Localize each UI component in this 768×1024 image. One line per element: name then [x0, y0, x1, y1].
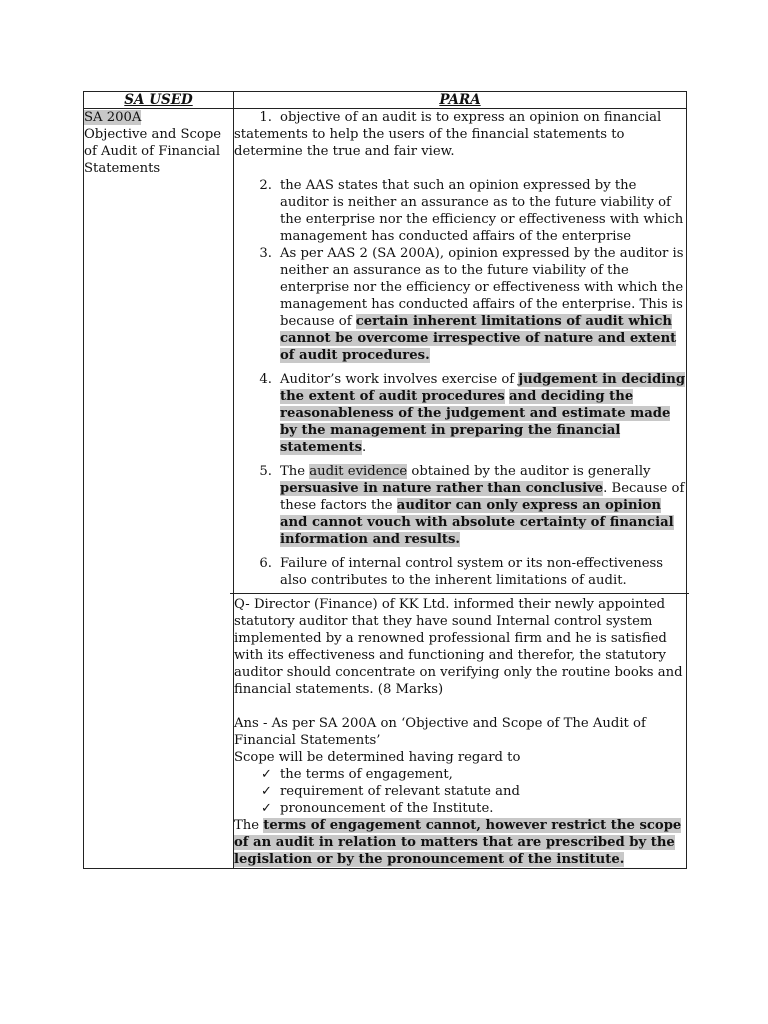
closing-prefix: The: [234, 818, 264, 833]
para-item-text: [280, 371, 686, 456]
text-run: Failure of internal control system or its non-effectiveness also contributes to the inherent limitations of audit.: [280, 556, 664, 588]
checklist-item: [234, 800, 686, 817]
bold-highlight: judgement in deciding the extent of audit procedures: [280, 372, 686, 404]
question-section: [230, 593, 689, 868]
para-item-text: [234, 110, 661, 159]
text-run: objective of an audit is to express an opinion on financial statements to help the users of the financial statements to determine the true and fair view.: [234, 110, 662, 159]
closing-bold: terms of engagement cannot, however restrict the scope of an audit in relation to matters that are prescribed by the legislation or by the pronouncement of the institute.: [234, 818, 682, 867]
text-run: As per AAS 2 (SA 200A), opinion expressed by the auditor is neither an assurance as to the future viability of the enterprise nor the efficiency or effectiveness with which the management has conducted affairs of the enterprise. This is because of: [280, 246, 684, 329]
para-item-text: [280, 177, 686, 245]
sa-table: [83, 91, 687, 869]
closing-paragraph: [234, 817, 686, 868]
text-run: . Because of these factors the: [280, 481, 685, 513]
bold-highlight: auditor can only express an opinion and cannot vouch with absolute certainty of financial information and results.: [280, 498, 674, 547]
para-item-number: 5.: [259, 464, 272, 479]
answer-intro: Ans - As per SA 200A on ‘Objective and Scope of The Audit of Financial Statements’: [234, 716, 646, 748]
text-run: .: [362, 440, 367, 455]
para-item: [234, 371, 686, 456]
bold-highlight: persuasive in nature rather than conclusive: [280, 481, 604, 496]
para-item-number: 6.: [259, 556, 272, 571]
para-item: [234, 177, 686, 245]
checklist-text: pronouncement of the Institute.: [280, 801, 494, 816]
col1-header: SA USED: [84, 92, 234, 109]
check-icon: ✓: [260, 784, 272, 799]
para-cell: [234, 109, 687, 869]
highlight: audit evidence: [309, 464, 408, 479]
col2-header: PARA: [234, 92, 687, 109]
para-item-number: 2.: [259, 178, 272, 193]
header-row: [84, 92, 687, 109]
text-run: Auditor’s work involves exercise of: [280, 372, 519, 387]
content-row: [84, 109, 687, 869]
para-item: [234, 245, 686, 364]
text-run: the AAS states that such an opinion expressed by the auditor is neither an assurance as to the future viability of the enterprise nor the efficiency or effectiveness with which management has conducted affairs of the enterprise: [280, 178, 684, 244]
sa-used-cell: [84, 109, 234, 869]
text-run: obtained by the auditor is generally: [407, 464, 651, 479]
para-item-text: [280, 555, 686, 589]
scope-line: Scope will be determined having regard to: [234, 750, 521, 765]
para-item: [234, 555, 686, 589]
checklist-text: requirement of relevant statute and: [280, 784, 520, 799]
para-list: [234, 109, 686, 589]
question-text: Q- Director (Finance) of KK Ltd. informed their newly appointed statutory auditor that they have sound Internal control system implemented by a renowned professional firm and he is satisfied with its effectiveness and functioning and therefor, the statutory auditor should concentrate on verifying only the routine books and financial statements. (8 Marks): [234, 597, 683, 697]
bold-highlight: certain inherent limitations of audit which cannot be overcome irrespective of nature and extent of audit procedures.: [280, 314, 677, 363]
para-item: [234, 109, 686, 160]
sa-code: SA 200A: [84, 110, 142, 125]
check-icon: ✓: [260, 767, 272, 782]
sa-title: Objective and Scope of Audit of Financial Statements: [84, 127, 222, 176]
para-item: [234, 463, 686, 548]
para-item-text: [280, 245, 686, 364]
checklist: [234, 766, 686, 817]
checklist-text: the terms of engagement,: [280, 767, 453, 782]
para-item-number: 1.: [259, 110, 272, 125]
checklist-item: [234, 766, 686, 783]
para-item-number: 3.: [259, 246, 272, 261]
checklist-item: [234, 783, 686, 800]
para-item-text: [280, 463, 686, 548]
check-icon: ✓: [260, 801, 272, 816]
para-item-number: 4.: [259, 372, 272, 387]
bold-highlight: and deciding the reasonableness of the judgement and estimate made by the management in preparing the financial statements: [280, 389, 671, 455]
text-run: The: [280, 464, 310, 479]
